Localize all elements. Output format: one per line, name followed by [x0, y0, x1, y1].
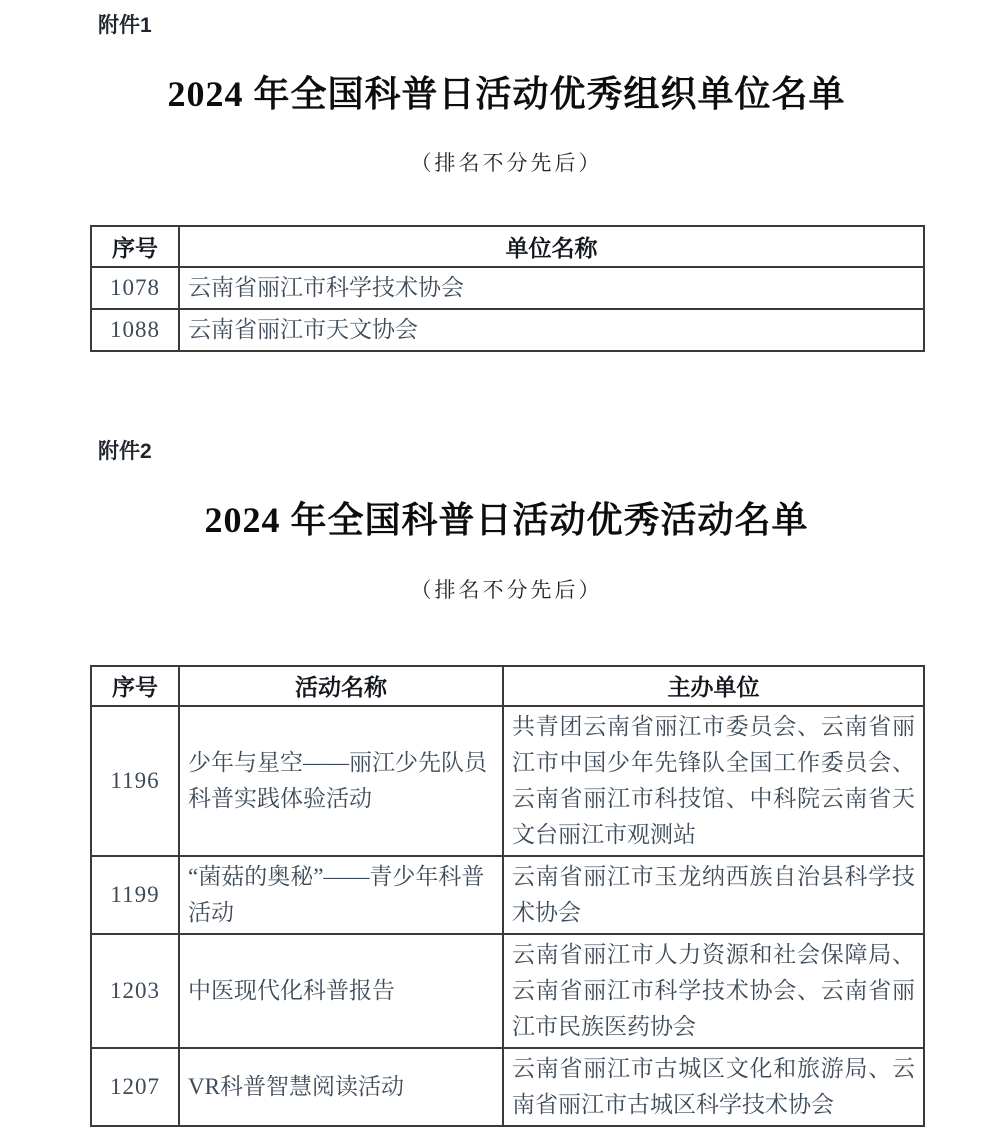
document-content [90, 14, 923, 1127]
attachment-2-title: 2024 年全国科普日活动优秀活动名单 [204, 500, 809, 541]
attachment-1-subtitle: （排名不分先后） [410, 151, 603, 176]
table-header-row [91, 226, 924, 267]
activity-name-cell: VR科普智慧阅读活动 [179, 1048, 503, 1126]
unit-name-cell: 云南省丽江市天文协会 [179, 309, 924, 351]
activity-name-cell: 少年与星空——丽江少先队员科普实践体验活动 [179, 706, 503, 856]
attachment-2-subtitle: （排名不分先后） [410, 577, 603, 602]
attachment-2-section [90, 440, 923, 1126]
table-row [91, 267, 924, 309]
table-row [91, 1048, 924, 1126]
host-unit-cell: 云南省丽江市人力资源和社会保障局、云南省丽江市科学技术协会、云南省丽江市民族医药协会 [503, 934, 924, 1048]
table-row [91, 934, 924, 1048]
serial-cell: 1203 [91, 934, 179, 1048]
table-row [91, 856, 924, 934]
activity-name-cell: 中医现代化科普报告 [179, 934, 503, 1048]
serial-cell: 1078 [91, 267, 179, 309]
column-header-activity-name: 活动名称 [179, 666, 503, 706]
attachment-1-label: 附件1 [98, 14, 152, 37]
serial-cell: 1207 [91, 1048, 179, 1126]
host-unit-cell: 云南省丽江市玉龙纳西族自治县科学技术协会 [503, 856, 924, 934]
table-header-row [91, 666, 924, 706]
attachment-1-title: 2024 年全国科普日活动优秀组织单位名单 [167, 74, 846, 115]
excellent-activities-table [90, 665, 925, 1127]
organization-units-table [90, 225, 925, 352]
serial-cell: 1199 [91, 856, 179, 934]
serial-cell: 1088 [91, 309, 179, 351]
column-header-host-unit: 主办单位 [503, 666, 924, 706]
host-unit-cell: 云南省丽江市古城区文化和旅游局、云南省丽江市古城区科学技术协会 [503, 1048, 924, 1126]
column-header-unit-name: 单位名称 [179, 226, 924, 267]
column-header-serial: 序号 [91, 666, 179, 706]
activity-name-cell: “菌菇的奥秘”——青少年科普活动 [179, 856, 503, 934]
table-row [91, 706, 924, 856]
unit-name-cell: 云南省丽江市科学技术协会 [179, 267, 924, 309]
serial-cell: 1196 [91, 706, 179, 856]
attachment-2-label: 附件2 [98, 440, 152, 464]
table-row [91, 309, 924, 351]
column-header-serial: 序号 [91, 226, 179, 267]
host-unit-cell: 共青团云南省丽江市委员会、云南省丽江市中国少年先锋队全国工作委员会、云南省丽江市科技馆、中科院云南省天文台丽江市观测站 [503, 706, 924, 856]
attachment-1-section [90, 14, 923, 352]
